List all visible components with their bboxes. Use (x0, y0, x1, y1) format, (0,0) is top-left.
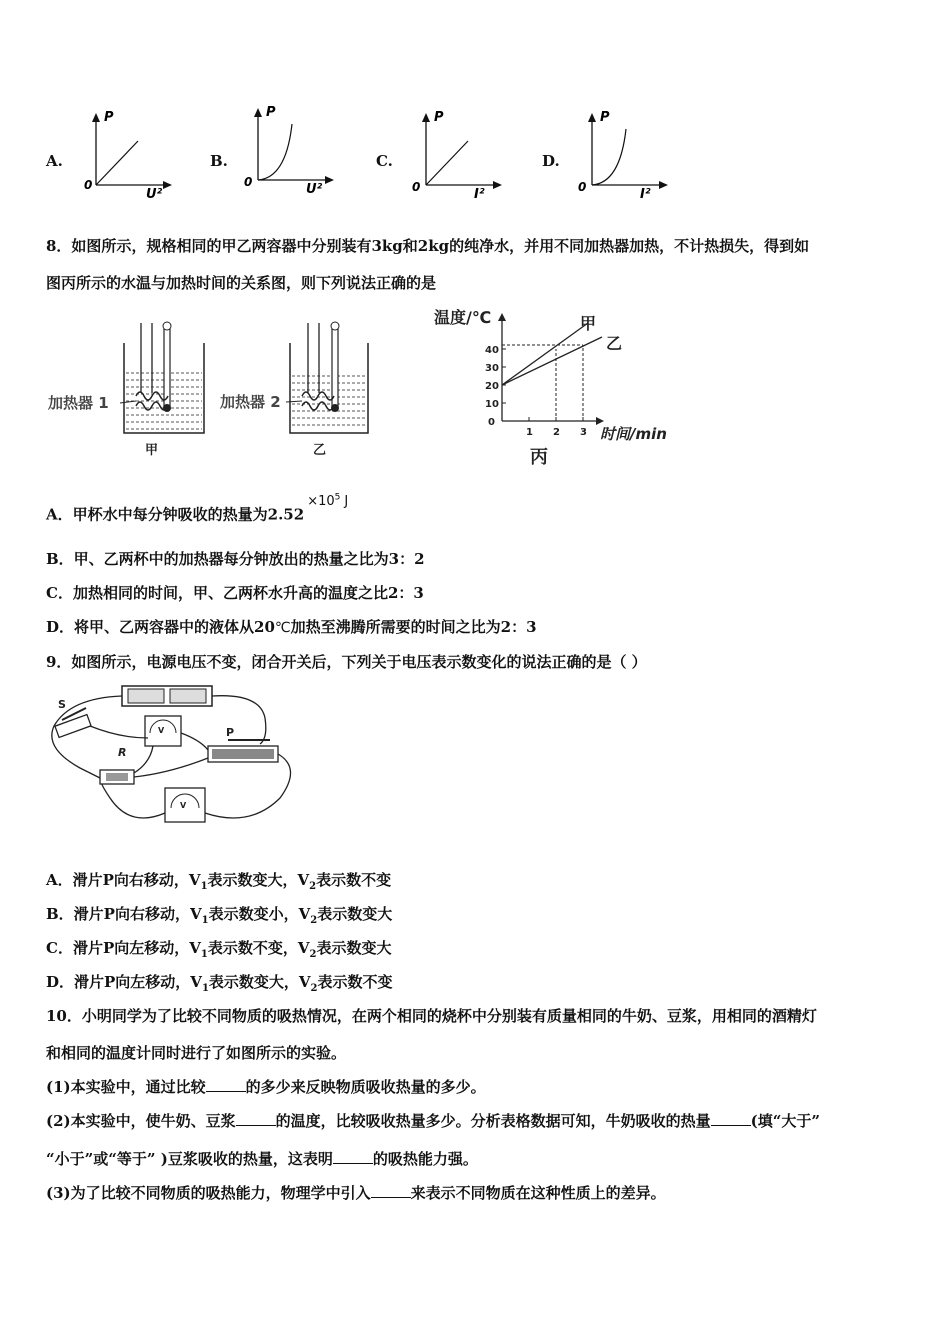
q10-part1-a: (1)本实验中，通过比较 (46, 1078, 206, 1096)
q8-option-c[interactable]: C．加热相同的时间，甲、乙两杯水升高的温度之比2：3 (46, 584, 424, 602)
series-jia-line (502, 323, 588, 385)
q9-option-a-sub2: 2 (309, 881, 317, 892)
q8-option-a-power: 5 (334, 493, 341, 503)
q9-option-c-sub1: 1 (200, 949, 208, 960)
option-a-label[interactable]: A. (46, 152, 63, 170)
q10-blank-4[interactable] (333, 1149, 373, 1164)
curve-d (592, 129, 626, 185)
q8-option-a-text: A．甲杯水中每分钟吸收的热量为2.52 (46, 505, 305, 524)
y-tick-40: 40 (485, 345, 499, 356)
series-yi-line (502, 337, 602, 385)
origin-c: 0 (412, 180, 421, 194)
q10-blank-3[interactable] (711, 1111, 751, 1126)
q10-stem-line1: 10．小明同学为了比较不同物质的吸热情况，在两个相同的烧杯中分别装有质量相同的牛奶、豆浆，用相同的酒精灯 (46, 1007, 817, 1025)
q10-part2-a: (2)本实验中，使牛奶、豆浆 (46, 1112, 236, 1130)
q9-option-d-post: 表示数不变 (317, 973, 393, 991)
x-label-c: I² (474, 187, 485, 200)
x-tick-1: 1 (526, 427, 533, 438)
q10-part4-a: (3)为了比较不同物质的吸热能力，物理学中引入 (46, 1184, 371, 1202)
q9-option-a-mid: 表示数变大，V (207, 871, 310, 889)
q8-option-a-unit: J (344, 494, 349, 510)
temperature-time-graph (430, 305, 680, 470)
heater1-label: 加热器 1 (48, 394, 109, 412)
beaker-jia-figure (46, 318, 236, 458)
q9-option-b[interactable] (46, 904, 392, 931)
q9-option-d-sub2: 2 (310, 983, 318, 994)
q9-option-b-pre: B．滑片P向右移动，V (46, 905, 202, 923)
q10-part2 (46, 1111, 820, 1131)
q8-option-d-pre: D．将甲、乙两容器中的液体从20 (46, 618, 275, 636)
curve-a (96, 141, 138, 185)
q9-stem: 9．如图所示，电源电压不变，闭合开关后，下列关于电压表示数变化的说法正确的是（ ） (46, 653, 647, 671)
q9-option-c-mid: 表示数不变，V (207, 939, 310, 957)
resistor-label: R (118, 746, 127, 759)
beaker-jia-name: 甲 (145, 443, 159, 458)
q10-part3-a: “小于”或“等于” )豆浆吸收的热量，这表明 (46, 1150, 333, 1168)
svg-text:V: V (180, 801, 187, 810)
q8-option-a[interactable] (46, 493, 349, 526)
option-d-label[interactable]: D. (542, 152, 560, 170)
q8-option-a-exp (307, 494, 348, 509)
q10-part2-c: (填“大于” (750, 1112, 821, 1130)
q9-option-d-mid: 表示数变大，V (208, 973, 311, 991)
svg-text:V: V (158, 726, 165, 735)
curve-c (426, 141, 468, 185)
graph-d (574, 105, 674, 200)
q9-option-c-post: 表示数变大 (316, 939, 392, 957)
circuit-figure (40, 678, 300, 838)
q9-option-a[interactable] (46, 870, 391, 897)
q9-option-b-sub2: 2 (310, 915, 318, 926)
origin-d: 0 (578, 180, 587, 194)
y-label-b: P (266, 105, 276, 120)
beaker-yi-name: 乙 (313, 443, 327, 458)
q9-option-b-mid: 表示数变小，V (208, 905, 311, 923)
q9-option-c-pre: C．滑片P向左移动，V (46, 939, 201, 957)
q9-option-d-sub1: 1 (201, 983, 209, 994)
q10-blank-5[interactable] (371, 1183, 411, 1198)
option-b-label[interactable]: B. (210, 152, 228, 170)
q8-option-d-post: 加热至沸腾所需要的时间之比为2：3 (290, 618, 537, 636)
q10-part2-cont (46, 1149, 478, 1169)
q9-option-d[interactable] (46, 972, 393, 999)
q9-option-b-post: 表示数变大 (317, 905, 393, 923)
x-label-d: I² (640, 187, 651, 200)
q9-option-a-post: 表示数不变 (316, 871, 392, 889)
q8-stem-line2: 图丙所示的水温与加热时间的关系图，则下列说法正确的是 (46, 274, 437, 292)
x-tick-3: 3 (580, 427, 587, 438)
q10-part3 (46, 1183, 666, 1203)
graph-xlabel: 时间/min (600, 425, 667, 443)
q10-part2-b: 的温度，比较吸收热量多少。分析表格数据可知，牛奶吸收的热量 (275, 1112, 711, 1130)
y-tick-20: 20 (485, 381, 499, 392)
q9-option-c[interactable] (46, 938, 391, 965)
y-tick-30: 30 (485, 363, 499, 374)
y-label-c: P (434, 110, 444, 125)
q8-option-b[interactable]: B．甲、乙两杯中的加热器每分钟放出的热量之比为3：2 (46, 550, 425, 568)
series-jia-label: 甲 (580, 314, 597, 333)
x-tick-2: 2 (553, 427, 560, 438)
graph-c (408, 105, 508, 200)
q10-stem-line2: 和相同的温度计同时进行了如图所示的实验。 (46, 1044, 347, 1062)
graph-ylabel: 温度/℃ (434, 308, 492, 327)
graph-caption: 丙 (530, 447, 548, 468)
curve-b (258, 124, 292, 180)
q9-option-d-pre: D．滑片P向左移动，V (46, 973, 202, 991)
q8-stem-line1: 8．如图所示，规格相同的甲乙两容器中分别装有3kg和2kg的纯净水，并用不同加热器加热，不计热损失，得到如 (46, 237, 810, 255)
q10-part4-b: 来表示不同物质在这种性质上的差异。 (410, 1184, 666, 1202)
series-yi-label: 乙 (606, 334, 623, 353)
origin-b: 0 (244, 175, 253, 189)
q8-option-a-times: ×10 (307, 494, 335, 510)
y-tick-10: 10 (485, 399, 499, 410)
y-tick-0: 0 (488, 417, 495, 428)
option-c-label[interactable]: C. (376, 152, 393, 170)
q9-option-b-sub1: 1 (201, 915, 209, 926)
graph-a (78, 105, 178, 200)
q10-part3-b: 的吸热能力强。 (372, 1150, 478, 1168)
switch-label: S (58, 698, 66, 711)
q10-blank-2[interactable] (236, 1111, 276, 1126)
q9-option-c-sub2: 2 (309, 949, 317, 960)
q10-part1-b: 的多少来反映物质吸收热量的多少。 (245, 1078, 486, 1096)
graph-b (240, 100, 340, 195)
q10-part1 (46, 1077, 486, 1097)
y-label-a: P (104, 110, 114, 125)
q8-option-d[interactable] (46, 617, 537, 638)
q8-option-d-unit: ℃ (274, 620, 291, 636)
y-label-d: P (600, 110, 610, 125)
x-label-b: U² (306, 182, 323, 195)
heater2-label: 加热器 2 (220, 393, 281, 411)
q9-option-a-sub1: 1 (200, 881, 208, 892)
slider-label: P (226, 726, 235, 739)
q9-option-a-pre: A．滑片P向右移动，V (46, 871, 201, 889)
q10-blank-1[interactable] (206, 1077, 246, 1092)
beaker-yi-figure (220, 318, 410, 458)
x-label-a: U² (146, 187, 163, 200)
origin-a: 0 (84, 178, 93, 192)
